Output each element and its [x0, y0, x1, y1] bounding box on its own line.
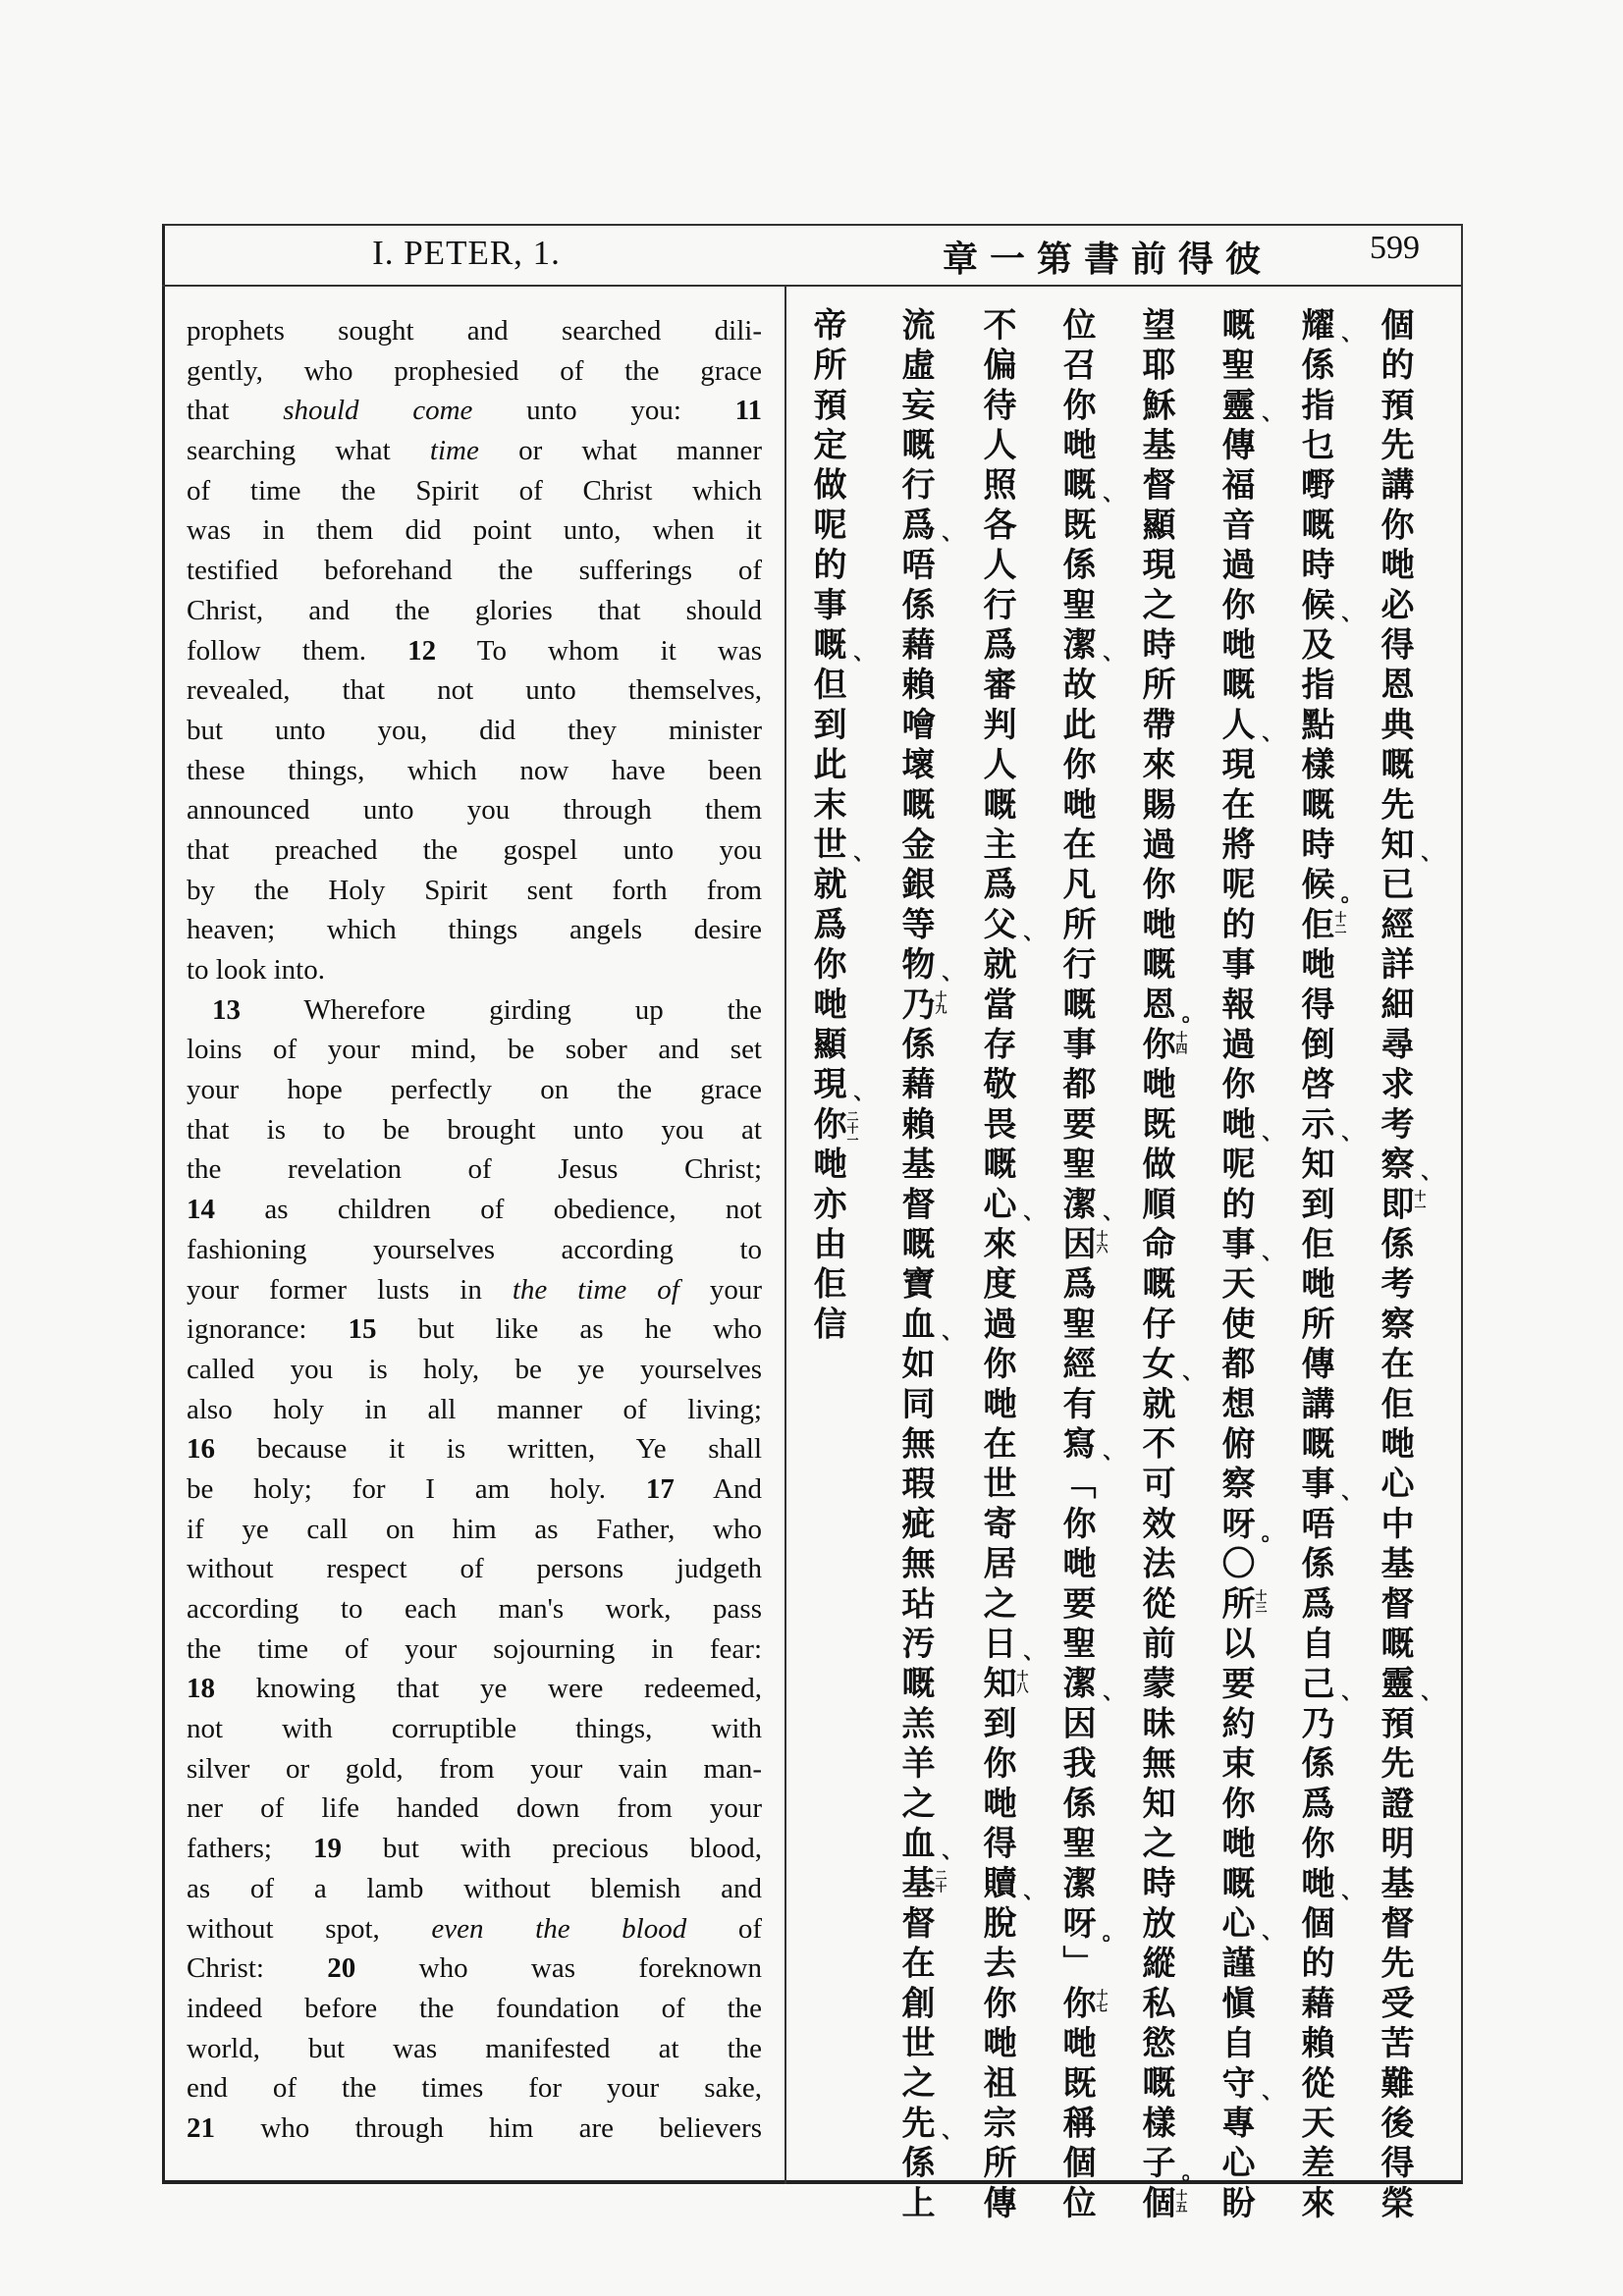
text-line: ner of life handed down from your [187, 1792, 762, 1825]
text-line: searching what time or what manner [187, 435, 762, 467]
text-line: but unto you, did they minister [187, 714, 762, 746]
text-line: of time the Spirit of Christ which [187, 474, 762, 507]
text-line: revealed, that not unto themselves, [187, 674, 762, 707]
text-line: fathers; 19 but with precious blood, [187, 1833, 762, 1865]
text-line: be holy; for I am holy. 17 And [187, 1472, 763, 1505]
text-line: fashioning yourselves according to [187, 1233, 762, 1265]
english-text-column [187, 311, 762, 2149]
chinese-column: 不偏待人照各人行爲審判人嘅主爲父、就當存敬畏嘅心、來度過你哋在世寄居之日、十八知到你哋得贖、脫去你哋祖宗所傳 [977, 307, 1031, 2225]
text-line: 21 who through him are believers [187, 2111, 762, 2144]
text-line: according to each man's work, pass [187, 1593, 762, 1625]
text-line: 18 knowing that ye were redeemed, [187, 1673, 762, 1705]
text-line: announced unto you through them [187, 794, 762, 827]
text-line: these things, which now have been [187, 754, 762, 786]
text-line: to look into. [187, 954, 325, 986]
text-line: that preached the gospel unto you [187, 833, 762, 866]
text-line: your hope perfectly on the grace [187, 1074, 762, 1106]
verse-number: 18 [187, 1673, 215, 1705]
verse-number: 19 [312, 1833, 342, 1865]
text-line: prophets sought and searched dili- [187, 315, 762, 347]
verse-number: 14 [187, 1194, 215, 1226]
text-line: ignorance: 15 but like as he who [187, 1313, 763, 1346]
chinese-column: 帝所預定做呢的事嘅、但到此末世、就爲你哋顯現、二十一你哋亦由佢信 [807, 307, 861, 1347]
text-line: Christ, and the glories that should [187, 594, 762, 626]
text-line: indeed before the foundation of the [187, 1992, 762, 2024]
text-line: that should come unto you: 11 [187, 395, 762, 427]
text-line: by the Holy Spirit sent forth from [187, 874, 762, 906]
text-line: loins of your mind, be sober and set [187, 1034, 762, 1066]
chinese-column: 流虛妄嘅行爲、唔係藉賴噲壞嘅金銀等物、十九乃係藉賴基督嘅寶血、如同無瑕疵無玷汚嘅羔羊之血、二十基督在創世之先、係上 [895, 307, 949, 2225]
text-line: heaven; which things angels desire [187, 914, 762, 946]
verse-number: 12 [407, 634, 437, 667]
text-line: also holy in all manner of living; [187, 1393, 762, 1425]
text-line: not with corruptible things, with [187, 1713, 762, 1745]
column-divider [784, 285, 786, 2184]
text-line: Christ: 20 who was foreknown [187, 1952, 762, 1985]
text-line: the revelation of Jesus Christ; [187, 1153, 762, 1186]
verse-number: 17 [645, 1472, 675, 1505]
chinese-column: 望耶穌基督顯現之時所帶來賜過你哋嘅恩。十四你哋既做順命嘅仔女、就不可效法從前蒙昧無知之時放縱私慾嘅樣子。十五個 [1136, 307, 1190, 2225]
verse-number: 11 [734, 395, 762, 427]
english-running-title: I. PETER, 1. [372, 234, 561, 272]
text-line: that is to be brought unto you at [187, 1113, 762, 1146]
verse-number: 21 [187, 2111, 215, 2144]
chinese-column: 個的預先講你哋必得恩典嘅先知、已經詳細尋求考察、十一即係考察在佢哋心中基督嘅靈、預先證明基督先受苦難後得榮 [1375, 307, 1429, 2225]
text-line: testified beforehand the sufferings of [187, 555, 762, 587]
text-line: gently, who prophesied of the grace [187, 354, 762, 387]
text-line: 14 as children of obedience, not [187, 1194, 762, 1226]
text-line: world, but was manifested at the [187, 2032, 762, 2064]
text-line: was in them did point unto, when it [187, 514, 762, 547]
chinese-column: 嘅聖靈、傳福音過你哋嘅人、現在將呢的事報過你哋、呢的事、天使都想俯察呀。〇十三所以要約束你哋嘅心、謹愼自守、專心盼 [1216, 307, 1270, 2225]
italic-phrase: time [429, 435, 479, 467]
italic-phrase: even the blood [431, 1912, 687, 1945]
text-line: as of a lamb without blemish and [187, 1872, 762, 1904]
italic-phrase: the time of [512, 1273, 679, 1306]
verse-number: 20 [327, 1952, 356, 1985]
text-line: without respect of persons judgeth [187, 1553, 762, 1585]
italic-phrase: should come [283, 395, 473, 427]
chinese-column: 耀、係指乜嘢嘅時候、及指點樣嘅時候。十二佢哋得倒啓示、知到佢哋所傳講嘅事、唔係爲自己、乃係爲你哋、個的藉賴從天差來 [1295, 307, 1349, 2225]
text-line: your former lusts in the time of your [187, 1273, 762, 1306]
verse-number: 16 [187, 1433, 215, 1466]
text-line: end of the times for your sake, [187, 2072, 762, 2105]
verse-number: 15 [348, 1313, 377, 1346]
page-number: 599 [1370, 230, 1420, 266]
text-line: follow them. 12 To whom it was [187, 634, 762, 667]
text-line: without spot, even the blood of [187, 1912, 762, 1945]
header-divider [162, 285, 1463, 287]
text-line: 16 because it is written, Ye shall [187, 1433, 762, 1466]
text-line: called you is holy, be ye yourselves [187, 1353, 762, 1385]
verse-number: 13 [212, 993, 241, 1026]
text-line: 13 Wherefore girding up the [212, 993, 762, 1026]
chinese-column: 位召你哋嘅、既係聖潔、故此你哋在凡所行嘅事都要聖潔、十六因爲聖經有寫、「你哋要聖潔、因我係聖潔呀。」十七你哋既稱個位 [1056, 307, 1110, 2225]
text-line: the time of your sojourning in fear: [187, 1632, 762, 1665]
chinese-running-title: 章一第書前得彼 [943, 240, 1273, 280]
text-line: silver or gold, from your vain man- [187, 1752, 762, 1785]
text-line: if ye call on him as Father, who [187, 1513, 762, 1545]
